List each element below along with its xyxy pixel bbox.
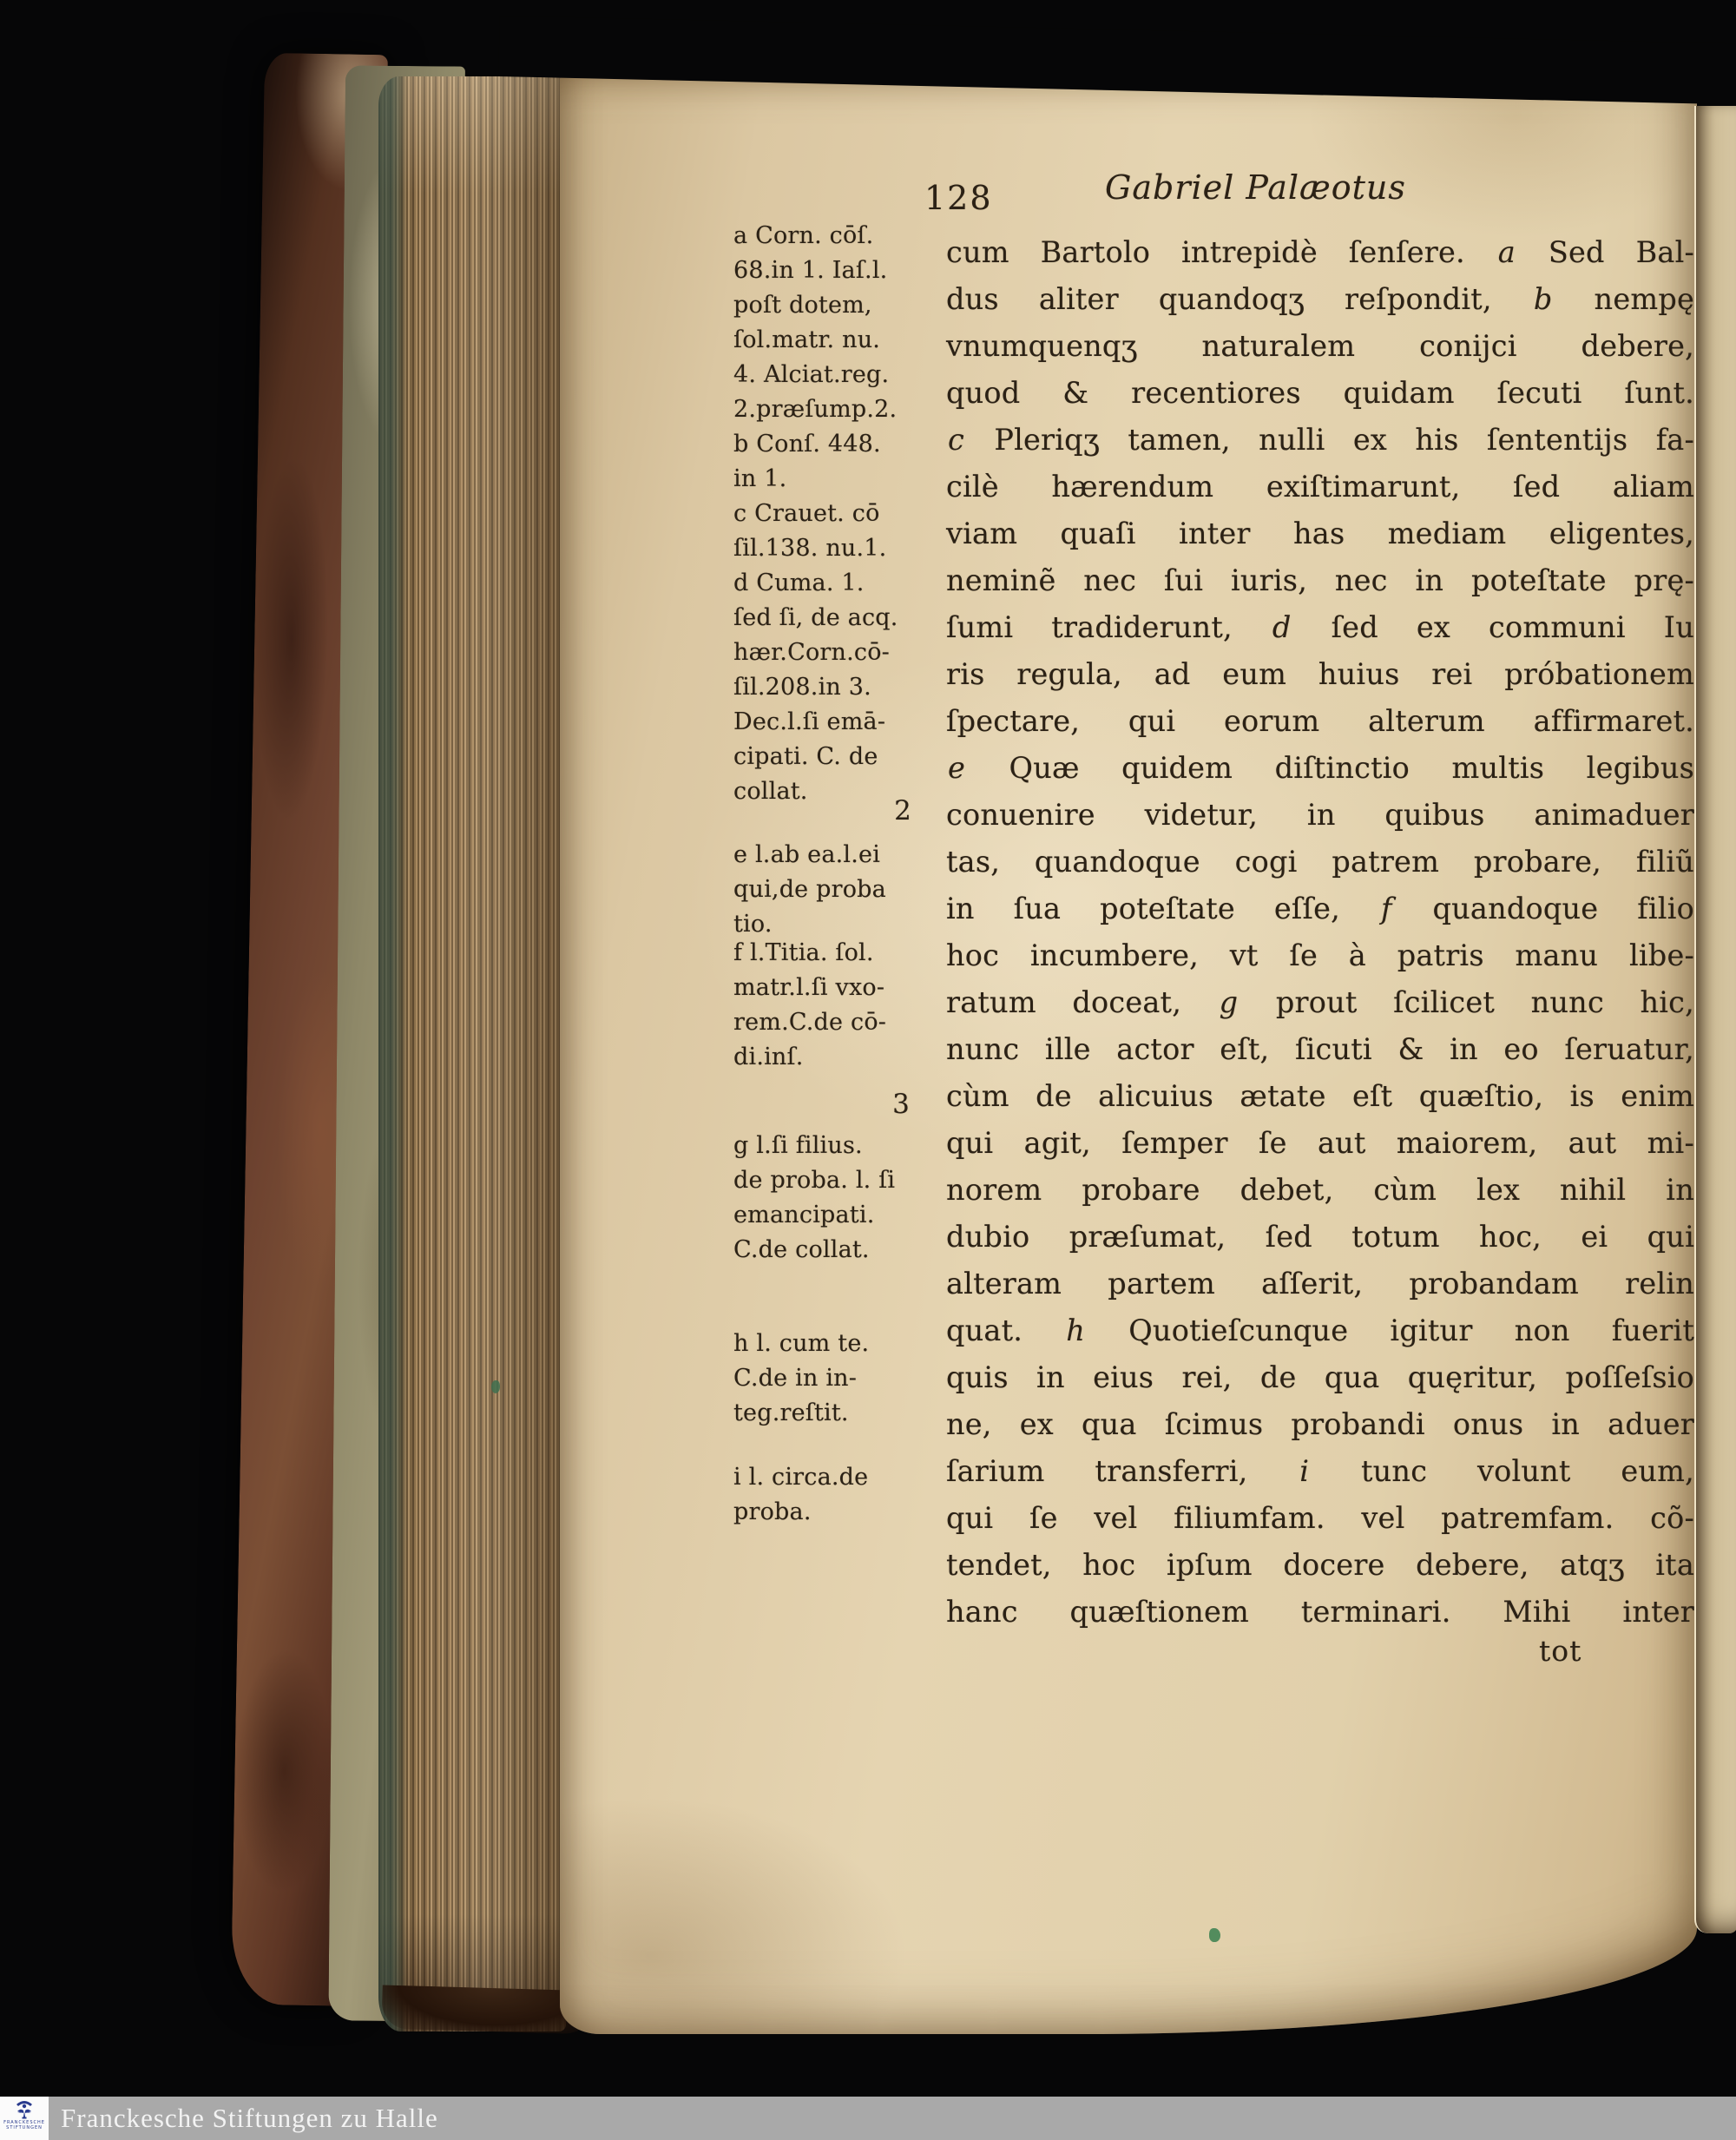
margin-note-line: C.de collat.: [733, 1236, 870, 1263]
text-line: vnumquenqʒ naturalem conijci debere,: [946, 329, 1694, 363]
margin-note-line: i l. circa.de: [733, 1464, 869, 1491]
text-line: hoc incumbere, vt ſe à patris manu libe-: [946, 938, 1694, 972]
text-line: ſumi tradiderunt, d ſed ex communi Iu: [946, 610, 1694, 644]
next-page-edge: [1694, 106, 1736, 1933]
text-line: quod & recentiores quidam ſecuti ſunt.: [946, 376, 1694, 410]
margin-note-line: g l.ſi filius.: [733, 1132, 863, 1159]
text-line: tendet, hoc ipſum docere debere, atqʒ ita: [946, 1548, 1694, 1582]
book-page: [560, 76, 1697, 2034]
margin-notes-group-g: [733, 1129, 940, 1268]
text-line: ne, ex qua ſcimus probandi onus in aduer: [946, 1407, 1694, 1441]
margin-note-line: cipati. C. de: [733, 743, 878, 770]
green-stain-speck: [491, 1380, 500, 1393]
text-line: hanc quæſtionem terminari. Mihi inter: [946, 1595, 1694, 1629]
page-number: 128: [924, 179, 993, 217]
text-line: c Pleriqʒ tamen, nulli ex his ſententijs fa-: [948, 423, 1694, 457]
text-line: viam quaſi inter has mediam eligentes,: [946, 517, 1694, 550]
text-line: in ſua poteſtate eſſe, f quandoque filio: [946, 892, 1694, 925]
catchword: tot: [1539, 1634, 1582, 1668]
text-line: nunc ille actor eſt, ſicuti & in eo ſeruatur,: [946, 1032, 1694, 1066]
margin-note-line: teg.reſtit.: [733, 1399, 849, 1426]
margin-section-number-2: 2: [894, 795, 911, 826]
margin-note-line: di.inſ.: [733, 1044, 804, 1070]
eagle-sun-emblem: [11, 2099, 37, 2120]
text-line: cum Bartolo intrepidè ſenſere. a Sed Bal-: [946, 235, 1694, 269]
text-line: ris regula, ad eum huius rei próbationem: [946, 657, 1694, 691]
margin-note-line: ſil.138. nu.1.: [733, 535, 887, 562]
margin-note-line: in 1.: [733, 465, 787, 492]
margin-note-line: d Cuma. 1.: [733, 570, 865, 596]
margin-notes-group-i: [733, 1460, 940, 1530]
margin-note-line: Dec.l.ſi emā-: [733, 708, 886, 735]
text-line: quis in eius rei, de qua quęritur, poſſeſsio: [946, 1360, 1694, 1394]
margin-note-line: ſol.matr. nu.: [733, 326, 881, 353]
margin-note-line: matr.l.ſi vxo-: [733, 974, 885, 1001]
margin-note-line: C.de in in-: [733, 1365, 858, 1392]
margin-note-line: poſt dotem,: [733, 292, 872, 319]
margin-note-line: emancipati.: [733, 1202, 875, 1228]
margin-note-line: collat.: [733, 778, 808, 805]
margin-notes-group-f: [733, 936, 940, 1075]
text-line: qui ſe vel filiumfam. vel patremfam. cõ-: [946, 1501, 1694, 1535]
logo-text-line1: FRANCKESCHE: [3, 2120, 45, 2125]
text-line: qui agit, ſemper ſe aut maiorem, aut mi-: [946, 1126, 1694, 1160]
margin-section-number-3: 3: [892, 1089, 910, 1120]
text-line: neminẽ nec ſui iuris, nec in poteſtate prę-: [946, 563, 1694, 597]
page-stack-fore-edge: [378, 76, 566, 2031]
margin-note-line: e l.ab ea.l.ei: [733, 841, 881, 868]
margin-note-line: ſed ſi, de acq.: [733, 604, 898, 631]
margin-note-line: b Conſ. 448.: [733, 431, 881, 458]
institution-label: Franckesche Stiftungen zu Halle: [61, 2103, 438, 2133]
text-line: dus aliter quandoqʒ reſpondit, b nempę: [946, 282, 1694, 316]
margin-note-line: hær.Corn.cō-: [733, 639, 890, 666]
margin-notes-group-a: [733, 219, 940, 809]
text-line: e Quæ quidem diſtinctio multis legibus: [948, 751, 1694, 785]
text-line: ſarium transferri, i tunc volunt eum,: [946, 1454, 1694, 1488]
margin-note-line: c Crauet. cō: [733, 500, 880, 527]
margin-note-line: f l.Titia. ſol.: [733, 939, 874, 966]
green-stain-speck: [1209, 1928, 1220, 1942]
margin-note-line: proba.: [733, 1498, 812, 1525]
margin-notes-group-h: [733, 1327, 940, 1431]
text-line: dubio præſumat, ſed totum hoc, ei qui: [946, 1220, 1694, 1254]
margin-note-line: ſil.208.in 3.: [733, 674, 871, 701]
text-line: cilè hærendum exiſtimarunt, ſed aliam: [946, 470, 1694, 504]
running-header: Gabriel Palæotus: [1105, 168, 1406, 207]
margin-notes-group-e: [733, 838, 940, 942]
text-line: cùm de alicuius ætate eſt quæſtio, is enim: [946, 1079, 1694, 1113]
text-line: norem probare debet, cùm lex nihil in: [946, 1173, 1694, 1207]
logo-text-line2: STIFTUNGEN: [6, 2125, 43, 2130]
text-line: ſpectare, qui eorum alterum affirmaret.: [946, 704, 1694, 738]
margin-note-line: de proba. l. ſi: [733, 1167, 896, 1194]
main-text-block: [946, 229, 1694, 1636]
text-line: tas, quandoque cogi patrem probare, filiũ: [946, 845, 1694, 879]
text-line: quat. h Quotieſcunque igitur non fuerit: [946, 1314, 1694, 1347]
margin-note-line: 2.præſump.2.: [733, 396, 898, 423]
library-logo: [0, 2097, 49, 2140]
margin-note-line: rem.C.de cō-: [733, 1009, 887, 1036]
margin-note-line: h l. cum te.: [733, 1330, 870, 1357]
text-line: conuenire videtur, in quibus animaduer: [946, 798, 1694, 832]
margin-note-line: a Corn. cōſ.: [733, 222, 874, 249]
margin-note-line: 68.in 1. Iaſ.l.: [733, 257, 888, 284]
margin-note-line: 4. Alciat.reg.: [733, 361, 890, 388]
text-line: ratum doceat, g prout ſcilicet nunc hic,: [946, 985, 1694, 1019]
text-line: alteram partem aſſerit, probandam relin: [946, 1267, 1694, 1300]
margin-note-line: qui,de proba: [733, 876, 886, 903]
margin-note-line: tio.: [733, 911, 773, 938]
